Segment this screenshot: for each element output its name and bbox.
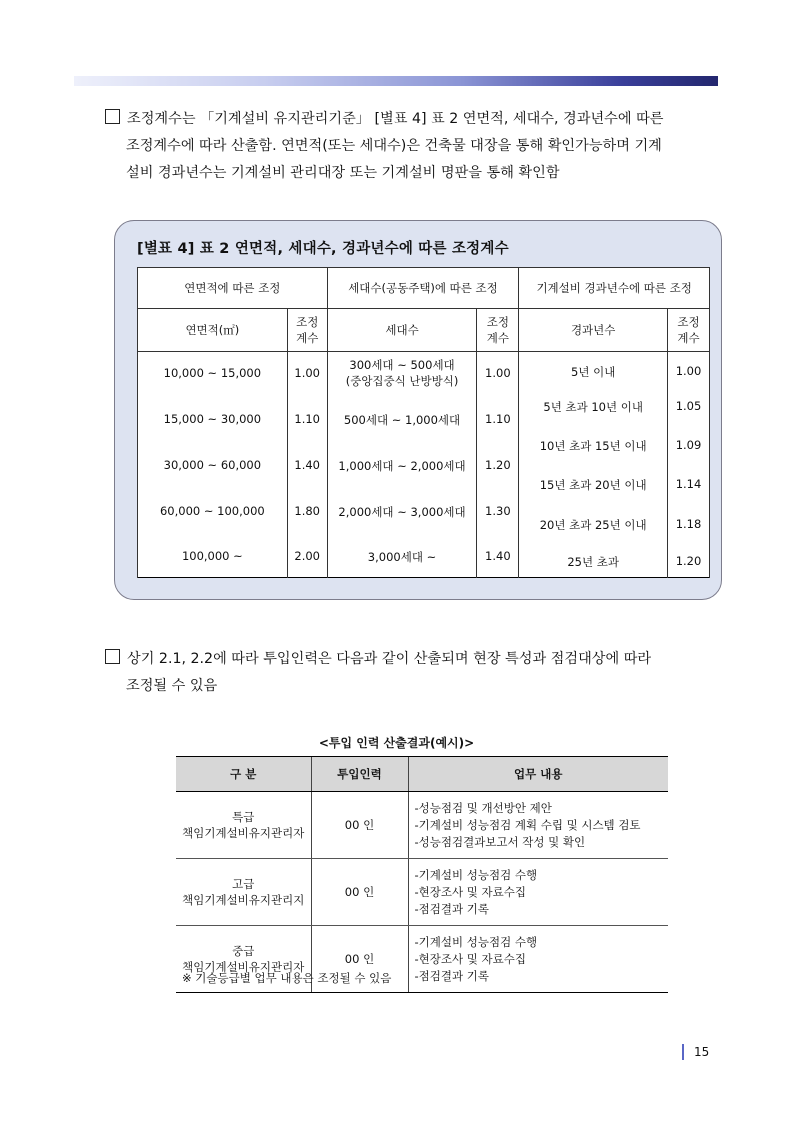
years-range: 20년 초과 25년 이내 (539, 518, 647, 532)
header-decoration-band (74, 76, 718, 86)
checkbox-bullet-icon (105, 649, 120, 664)
subheader-years: 경과년수 (519, 309, 668, 352)
grade-cell: 중급 책임기계설비유지관리자 (176, 926, 311, 993)
subheader-coef-households: 조정 계수 (477, 309, 519, 352)
group-header-households: 세대수(공동주택)에 따른 조정 (327, 268, 519, 309)
duties-cell: -기계설비 성능점검 수행 -현장조사 및 자료수집 -점검결과 기록 (408, 859, 668, 926)
group-header-area: 연면적에 따른 조정 (138, 268, 328, 309)
years-coef: 1.09 (675, 438, 702, 452)
household-range: 2,000세대 ~ 3,000세대 (338, 505, 466, 519)
subheader-coef-area: 조정 계수 (287, 309, 327, 352)
years-range: 15년 초과 20년 이내 (539, 478, 647, 492)
household-range: 500세대 ~ 1,000세대 (343, 413, 461, 427)
intro-line-3: 설비 경과년수는 기계설비 관리대장 또는 기계설비 명판을 통해 확인함 (126, 165, 560, 181)
years-range: 10년 초과 15년 이내 (539, 439, 647, 453)
group-header-years: 기계설비 경과년수에 따른 조정 (519, 268, 710, 309)
household-range-column (327, 352, 477, 578)
years-coef: 1.18 (675, 517, 702, 531)
staffing-line-1: 상기 2.1, 2.2에 따라 투입인력은 다음과 같이 산출되며 현장 특성과 점검대상에 따라 (127, 651, 652, 667)
subheader-coef-years: 조정 계수 (668, 309, 710, 352)
duties-cell: -기계설비 성능점검 수행 -현장조사 및 자료수집 -점검결과 기록 (408, 926, 668, 993)
coefficient-table (137, 267, 710, 578)
years-range: 25년 초과 (567, 555, 619, 569)
staff-table-note: ※ 기술등급별 업무 내용은 조정될 수 있음 (182, 971, 392, 985)
area-coef: 1.80 (294, 504, 320, 518)
header-personnel: 투입인력 (311, 757, 408, 792)
years-coef: 1.05 (675, 399, 702, 413)
area-range: 10,000 ~ 15,000 (163, 366, 262, 380)
header-duties: 업무 내용 (408, 757, 668, 792)
table-row (176, 792, 668, 859)
intro-line-1: 조정계수는 「기계설비 유지관리기준」 [별표 4] 표 2 연면적, 세대수, 경과년수에 따른 (127, 111, 664, 127)
staff-table-caption: <투입 인력 산출결과(예시)> (318, 736, 475, 750)
subheader-households: 세대수 (327, 309, 477, 352)
area-coef: 1.40 (294, 458, 320, 472)
page-number: 15 (682, 1044, 709, 1060)
count-cell: 00 인 (311, 859, 408, 926)
intro-line-2: 조정계수에 따라 산출함. 연면적(또는 세대수)은 건축물 대장을 통해 확인가능하며 기계 (126, 138, 662, 154)
household-coef: 1.40 (485, 549, 511, 563)
area-range: 100,000 ~ (181, 549, 243, 563)
years-coef: 1.20 (675, 554, 702, 568)
staffing-line-2: 조정될 수 있음 (126, 678, 218, 694)
years-range: 5년 이내 (571, 365, 616, 379)
household-range: 300세대 ~ 500세대 (349, 358, 455, 372)
area-range-column (138, 352, 288, 578)
subheader-area: 연면적(㎡) (138, 309, 288, 352)
years-range: 5년 초과 10년 이내 (543, 400, 643, 414)
area-coef: 2.00 (294, 549, 320, 563)
header-category: 구 분 (176, 757, 311, 792)
household-range: 3,000세대 ~ (367, 550, 437, 564)
area-coef: 1.10 (294, 412, 320, 426)
grade-cell: 특급 책임기계설비유지관리자 (176, 792, 311, 859)
years-coef-column (668, 352, 710, 578)
area-range: 15,000 ~ 30,000 (163, 412, 262, 426)
checkbox-bullet-icon (105, 109, 120, 124)
grade-cell: 고급 책임기계설비유지관리지 (176, 859, 311, 926)
panel-title: [별표 4] 표 2 연면적, 세대수, 경과년수에 따른 조정계수 (137, 241, 509, 257)
household-coef: 1.20 (485, 458, 511, 472)
intro-paragraph (105, 106, 720, 187)
household-range-note: (중앙집중식 난방방식) (345, 374, 459, 388)
years-range-column (519, 352, 668, 578)
household-range: 1,000세대 ~ 2,000세대 (338, 459, 466, 473)
years-coef: 1.14 (675, 477, 702, 491)
coefficient-panel (114, 220, 722, 600)
area-range: 60,000 ~ 100,000 (159, 504, 265, 518)
staff-table (176, 756, 668, 993)
household-coef: 1.10 (485, 412, 511, 426)
area-range: 30,000 ~ 60,000 (163, 458, 262, 472)
area-coef: 1.00 (294, 366, 320, 380)
staffing-paragraph (105, 646, 720, 700)
years-coef: 1.00 (675, 364, 702, 378)
table-row (176, 859, 668, 926)
area-coef-column (287, 352, 327, 578)
household-coef: 1.00 (485, 366, 511, 380)
count-cell: 00 인 (311, 926, 408, 993)
household-coef-column (477, 352, 519, 578)
count-cell: 00 인 (311, 792, 408, 859)
duties-cell: -성능점검 및 개선방안 제안 -기계설비 성능점검 계획 수립 및 시스템 검토 -성능점검결과보고서 작성 및 확인 (408, 792, 668, 859)
household-coef: 1.30 (485, 504, 511, 518)
